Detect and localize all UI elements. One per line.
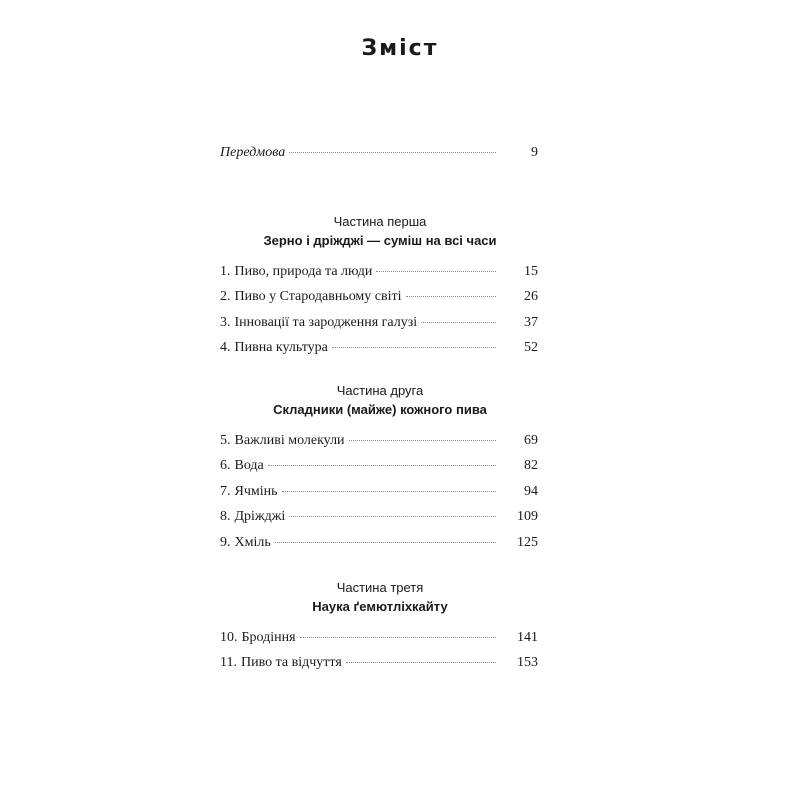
toc-entry[interactable] xyxy=(220,535,538,555)
toc-entry[interactable] xyxy=(220,315,538,335)
toc-entry-page: 125 xyxy=(517,535,538,550)
toc-entry-label: Бродіння xyxy=(241,630,296,645)
toc-entry[interactable] xyxy=(220,630,538,650)
dot-leader xyxy=(268,465,496,466)
part-title: Наука ґемютліхкайту xyxy=(312,599,448,614)
toc-entry-page: 69 xyxy=(524,433,538,448)
toc-entry-label: Ячмінь xyxy=(234,484,278,499)
toc-entry[interactable] xyxy=(220,458,538,478)
toc-entry[interactable] xyxy=(220,289,538,309)
dot-leader xyxy=(282,491,496,492)
toc-entry-label: Пиво, природа та люди xyxy=(234,264,373,279)
toc-entry-number: 3. xyxy=(220,315,231,330)
toc-entry-label: Хміль xyxy=(234,535,271,550)
dot-leader xyxy=(421,322,496,323)
toc-entry[interactable] xyxy=(220,264,538,284)
toc-entry-page: 15 xyxy=(524,264,538,279)
part-kicker: Частина перша xyxy=(333,214,427,229)
toc-entry-preface[interactable] xyxy=(220,145,538,165)
page-title: Зміст xyxy=(361,36,439,61)
dot-leader xyxy=(332,347,496,348)
dot-leader xyxy=(289,152,496,153)
toc-entry-label: Пивна культура xyxy=(234,340,328,355)
toc-entry-number: 2. xyxy=(220,289,231,304)
dot-leader xyxy=(275,542,496,543)
toc-entry-label: Важливі молекули xyxy=(234,433,345,448)
dot-leader xyxy=(376,271,496,272)
dot-leader xyxy=(346,662,496,663)
toc-entry-page: 26 xyxy=(524,289,538,304)
toc-entry-page: 9 xyxy=(531,145,538,160)
toc-entry-number: 8. xyxy=(220,509,231,524)
toc-entry-number: 5. xyxy=(220,433,231,448)
toc-entry-label: Інновації та зародження галузі xyxy=(234,315,418,330)
dot-leader xyxy=(289,516,496,517)
toc-entry-number: 7. xyxy=(220,484,231,499)
toc-entry-page: 94 xyxy=(524,484,538,499)
toc-entry-page: 109 xyxy=(517,509,538,524)
toc-entry-label: Вода xyxy=(234,458,264,473)
toc-entry-page: 52 xyxy=(524,340,538,355)
toc-entry-number: 11. xyxy=(220,655,237,670)
toc-entry[interactable] xyxy=(220,433,538,453)
dot-leader xyxy=(349,440,496,441)
toc-entry-number: 9. xyxy=(220,535,231,550)
toc-entry-number: 4. xyxy=(220,340,231,355)
toc-entry[interactable] xyxy=(220,509,538,529)
toc-entry[interactable] xyxy=(220,655,538,675)
toc-entry-label: Передмова xyxy=(220,145,286,160)
toc-entry[interactable] xyxy=(220,340,538,360)
toc-entry-label: Пиво та відчуття xyxy=(240,655,342,670)
dot-leader xyxy=(406,296,496,297)
part-kicker: Частина друга xyxy=(336,383,424,398)
part-title: Зерно і дріжджі — суміш на всі часи xyxy=(263,233,497,248)
toc-entry[interactable] xyxy=(220,484,538,504)
part-title: Складники (майже) кожного пива xyxy=(273,402,487,417)
toc-entry-page: 141 xyxy=(517,630,538,645)
toc-entry-number: 10. xyxy=(220,630,238,645)
toc-entry-page: 82 xyxy=(524,458,538,473)
toc-entry-label: Дріжджі xyxy=(234,509,286,524)
part-kicker: Частина третя xyxy=(336,580,424,595)
dot-leader xyxy=(300,637,496,638)
toc-entry-number: 1. xyxy=(220,264,231,279)
toc-entry-label: Пиво у Стародавньому світі xyxy=(234,289,402,304)
toc-entry-page: 153 xyxy=(517,655,538,670)
toc-entry-number: 6. xyxy=(220,458,231,473)
toc-entry-page: 37 xyxy=(524,315,538,330)
